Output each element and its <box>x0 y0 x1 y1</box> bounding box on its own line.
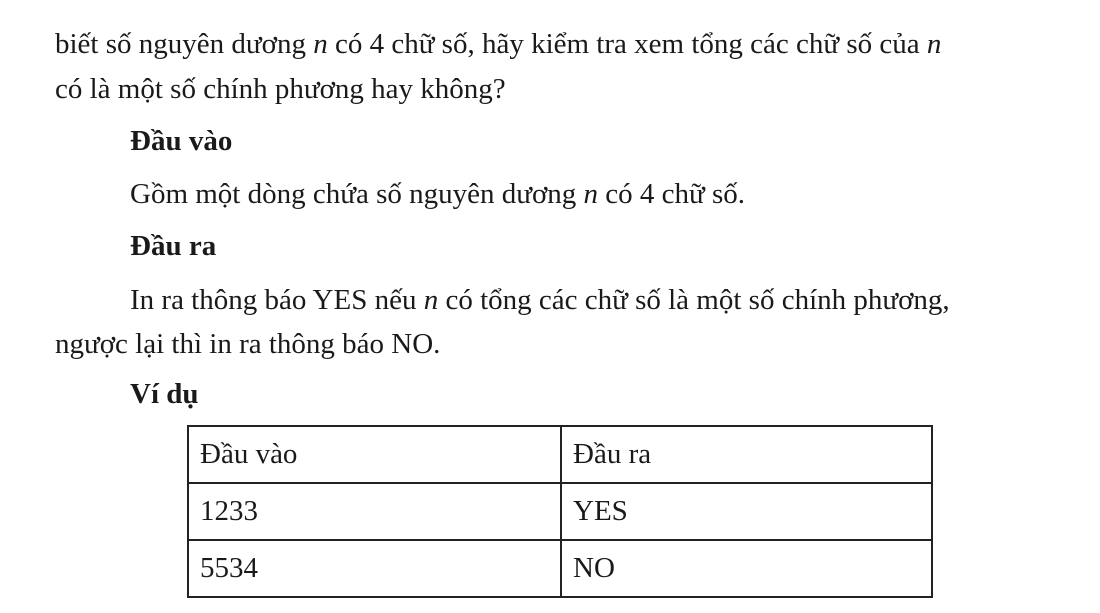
cell-output: NO <box>561 540 932 597</box>
text: có 4 chữ số. <box>598 178 746 210</box>
text: có 4 chữ số, hãy kiểm tra xem tổng các chữ số của <box>327 28 927 60</box>
header-cell-input: Đầu vào <box>188 426 561 483</box>
cell-output: YES <box>561 483 932 540</box>
variable-n: n <box>423 284 439 316</box>
input-heading: Đầu vào <box>130 125 233 157</box>
output-description-line-2: ngược lại thì in ra thông báo NO. <box>55 328 441 360</box>
text: có tổng các chữ số là một số chính phương, <box>438 284 950 316</box>
table-header-row <box>188 426 932 483</box>
text: Gồm một dòng chứa số nguyên dương <box>130 178 584 210</box>
variable-n: n <box>583 178 599 210</box>
text: biết số nguyên dương <box>55 28 314 60</box>
cell-input: 5534 <box>188 540 561 597</box>
paragraph-line-1 <box>55 30 941 59</box>
cell-input: 1233 <box>188 483 561 540</box>
table-row <box>188 540 932 597</box>
table-row <box>188 483 932 540</box>
input-description <box>130 180 745 209</box>
variable-n: n <box>926 28 942 60</box>
example-heading: Ví dụ <box>130 378 199 410</box>
text: In ra thông báo YES nếu <box>130 284 424 316</box>
output-heading: Đầu ra <box>130 230 217 262</box>
output-description-line-1 <box>130 286 950 315</box>
variable-n: n <box>313 28 328 60</box>
paragraph-line-2: có là một số chính phương hay không? <box>55 73 506 105</box>
example-table <box>187 425 933 598</box>
header-cell-output: Đầu ra <box>561 426 932 483</box>
